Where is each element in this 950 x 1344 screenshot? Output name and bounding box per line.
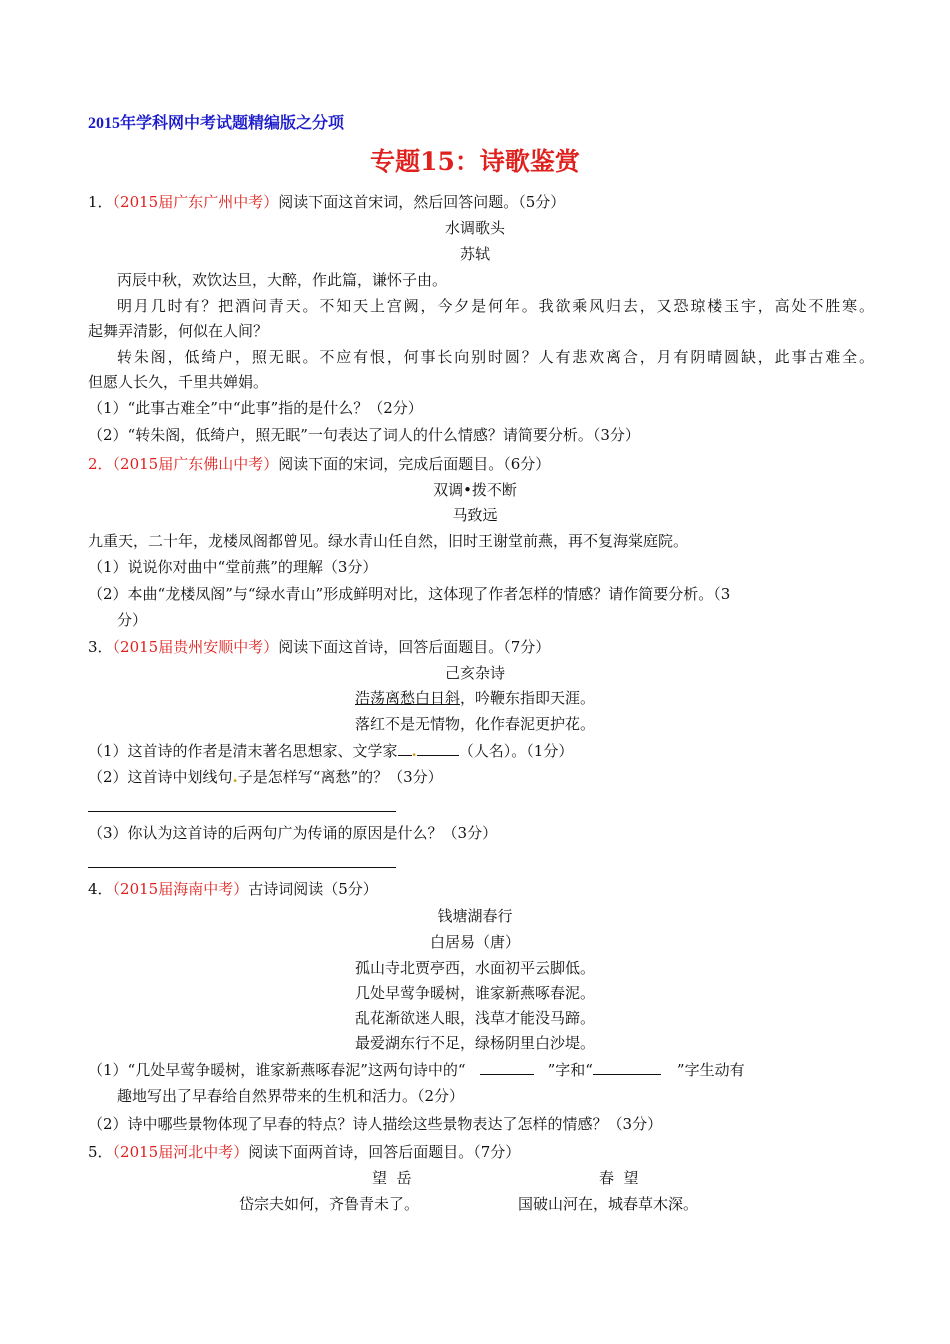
question-1-heading	[88, 192, 565, 212]
answer-line[interactable]	[88, 867, 396, 868]
sub-question: （2）诗中哪些景物体现了早春的特点？诗人描绘这些景物表达了怎样的情感？（3分）	[88, 1115, 663, 1133]
question-prompt: 阅读下面这首宋词，然后回答问题。（5分）	[278, 193, 566, 211]
answer-blank[interactable]	[593, 1059, 661, 1075]
question-source: （2015届贵州安顺中考）	[112, 638, 279, 656]
question-source: （2015届海南中考）	[112, 880, 249, 898]
poem-author: 苏轼	[459, 245, 490, 263]
question-prompt: 古诗词阅读（5分）	[248, 880, 378, 898]
poem-title: 己亥杂诗	[444, 664, 505, 682]
underlined-line: 浩荡离愁白日斜	[354, 689, 460, 707]
sub-question: （1）“此事古难全”中“此事”指的是什么？（2分）	[88, 399, 423, 417]
page-title: 专题15：诗歌鉴赏	[370, 147, 580, 176]
question-number: 4．	[88, 880, 113, 898]
sub-question-continued: 趣地写出了早春给自然界带来的生机和活力。（2分）	[117, 1087, 465, 1105]
poem-title: 水调歌头	[444, 219, 505, 237]
sub-question: （1）说说你对曲中“堂前燕”的理解（3分）	[88, 558, 378, 576]
poem-author: 白居易（唐）	[429, 933, 520, 951]
question-5-heading	[88, 1142, 520, 1162]
poem-title: 春 望	[599, 1169, 639, 1187]
question-2-heading	[88, 454, 550, 474]
poem-line: 乱花渐欲迷人眼，浅草才能没马蹄。	[354, 1009, 595, 1027]
answer-blank[interactable]	[398, 740, 412, 756]
poem-line: 岱宗夫如何，齐鲁青未了。	[239, 1195, 420, 1213]
sub-question-continued: 分）	[117, 611, 148, 629]
poem-text-line: 但愿人长久，千里共婵娟。	[88, 373, 269, 391]
question-number: 5．	[88, 1143, 113, 1161]
sub-question: （2）本曲“龙楼凤阁”与“绿水青山”形成鲜明对比，这体现了作者怎样的情感？请作简要分析。（3	[88, 585, 731, 603]
poem-line: 国破山河在，城春草木深。	[518, 1195, 699, 1213]
poem-title: 钱塘湖春行	[437, 907, 513, 925]
mark-dot: .	[232, 768, 238, 786]
question-3-heading	[88, 637, 550, 657]
sub-question: （3）你认为这首诗的后两句广为传诵的原因是什么？（3分）	[88, 824, 498, 842]
poem-line: 孤山寺北贾亭西，水面初平云脚低。	[354, 959, 595, 977]
poem-text-line: 起舞弄清影，何似在人间？	[88, 322, 269, 340]
question-number: 2．	[88, 455, 113, 473]
sub-question: （2）“转朱阁，低绮户，照无眠”一句表达了词人的什么情感？请简要分析。（3分）	[88, 426, 640, 444]
question-4-heading	[88, 879, 378, 899]
question-prompt: 阅读下面的宋词，完成后面题目。（6分）	[278, 455, 551, 473]
poem-line: 几处早莺争暖树，谁家新燕啄春泥。	[354, 984, 595, 1002]
series-header: 2015年学科网中考试题精编版之分项	[88, 115, 345, 132]
poem-text-line: 转朱阁，低绮户，照无眠。不应有恨，何事长向别时圆？人有悲欢离合，月有阴晴圆缺，此事古难全。	[117, 348, 874, 366]
question-prompt: 阅读下面两首诗，回答后面题目。（7分）	[248, 1143, 521, 1161]
question-source: （2015届河北中考）	[112, 1143, 249, 1161]
poem-line: 最爱湖东行不足，绿杨阴里白沙堤。	[354, 1034, 595, 1052]
sub-question: （1）这首诗的作者是清末著名思想家、文学家 . （人名）。（1分）	[88, 742, 574, 760]
poem-text: 九重天，二十年，龙楼凤阁都曾见。绿水青山任自然，旧时王谢堂前燕，再不复海棠庭院。	[88, 532, 689, 550]
sub-question: （2）这首诗中划线句.子是怎样写“离愁”的？（3分）	[88, 768, 443, 786]
poem-text-line: 明月几时有？把酒问青天。不知天上宫阙，今夕是何年。我欲乘风归去，又恐琼楼玉宇，高处不胜寒。	[117, 297, 874, 315]
question-source: （2015届广东佛山中考）	[112, 455, 279, 473]
sub-question: （1）“几处早莺争暖树，谁家新燕啄春泥”这两句诗中的“ ”字和“ ”字生动有	[88, 1061, 745, 1079]
question-number: 3．	[88, 638, 113, 656]
answer-line[interactable]	[88, 811, 396, 812]
poem-preface: 丙辰中秋，欢饮达旦，大醉，作此篇，谦怀子由。	[117, 271, 448, 289]
poem-line: 浩荡离愁白日斜，吟鞭东指即天涯。	[354, 689, 596, 707]
question-prompt: 阅读下面这首诗，回答后面题目。（7分）	[278, 638, 551, 656]
question-source: （2015届广东广州中考）	[112, 193, 279, 211]
poem-line: 落红不是无情物，化作春泥更护花。	[354, 715, 595, 733]
mark-dot: .	[411, 742, 417, 760]
poem-author: 马致远	[452, 506, 498, 524]
answer-blank[interactable]	[480, 1059, 534, 1075]
poem-title: 望 岳	[372, 1169, 412, 1187]
question-number: 1．	[88, 193, 113, 211]
poem-title: 双调•拨不断	[433, 481, 517, 499]
answer-blank[interactable]	[417, 740, 459, 756]
